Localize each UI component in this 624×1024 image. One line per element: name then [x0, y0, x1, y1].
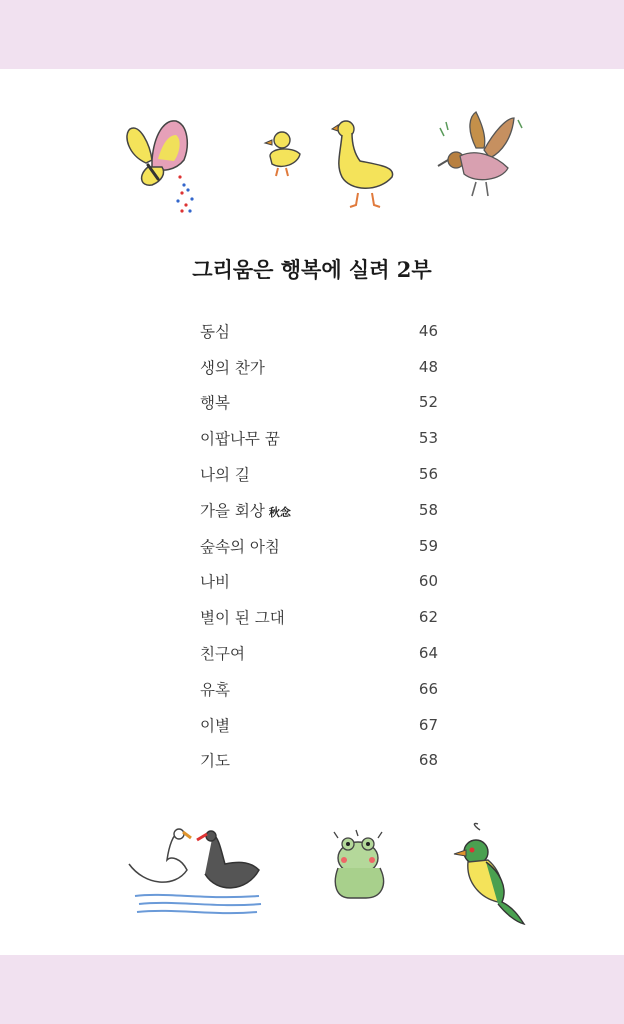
toc-row	[200, 492, 438, 528]
butterfly-illustration	[118, 115, 208, 220]
frog-illustration	[326, 828, 394, 903]
toc-page-number: 53	[418, 429, 438, 448]
toc-row	[200, 349, 438, 385]
toc-entry-title: 친구여	[200, 645, 245, 664]
duckling-illustration	[262, 128, 304, 180]
toc-entry-title: 별이 된 그대	[200, 609, 285, 628]
toc-entry-title: 이별	[200, 716, 230, 735]
swans-illustration	[125, 826, 265, 921]
toc-page-number: 60	[418, 572, 438, 591]
goose-illustration	[330, 115, 398, 210]
toc-page-number: 62	[418, 608, 438, 627]
green-bird-illustration	[450, 822, 528, 927]
toc-row	[200, 456, 438, 492]
toc-row	[200, 671, 438, 707]
bottom-band	[0, 955, 624, 1024]
toc-page-number: 58	[418, 500, 438, 519]
bird-illustration	[436, 108, 528, 203]
top-band	[0, 0, 624, 69]
table-of-contents	[200, 313, 438, 778]
toc-page-number: 68	[418, 751, 438, 770]
toc-row	[200, 528, 438, 564]
toc-entry-title: 유혹	[200, 680, 230, 699]
toc-entry-title: 동심	[200, 322, 230, 341]
toc-row	[200, 707, 438, 743]
toc-row	[200, 743, 438, 779]
toc-entry-hanja: 秋念	[268, 505, 291, 519]
toc-row	[200, 385, 438, 421]
toc-row	[200, 420, 438, 456]
toc-page-number: 59	[418, 536, 438, 555]
toc-page-number: 67	[418, 715, 438, 734]
toc-page-number: 56	[418, 465, 438, 484]
toc-entry-title: 나비	[200, 573, 230, 592]
toc-entry-title: 생의 찬가	[200, 358, 265, 377]
toc-page-number: 64	[418, 644, 438, 663]
toc-page-number: 52	[418, 393, 438, 412]
toc-page-number: 46	[418, 321, 438, 340]
toc-row	[200, 313, 438, 349]
toc-page-number: 66	[418, 679, 438, 698]
toc-entry-title: 숲속의 아침	[200, 537, 280, 556]
toc-row	[200, 635, 438, 671]
toc-entry-title: 행복	[200, 394, 230, 413]
toc-row	[200, 599, 438, 635]
toc-entry-title: 가을 회상 秋念	[200, 501, 291, 520]
toc-entry-title: 기도	[200, 752, 230, 771]
toc-entry-title: 나의 길	[200, 466, 250, 485]
toc-page-number: 48	[418, 357, 438, 376]
section-title: 그리움은 행복에 실려 2부	[192, 257, 432, 282]
toc-row	[200, 564, 438, 600]
toc-entry-title: 이팝나무 꿈	[200, 430, 280, 449]
